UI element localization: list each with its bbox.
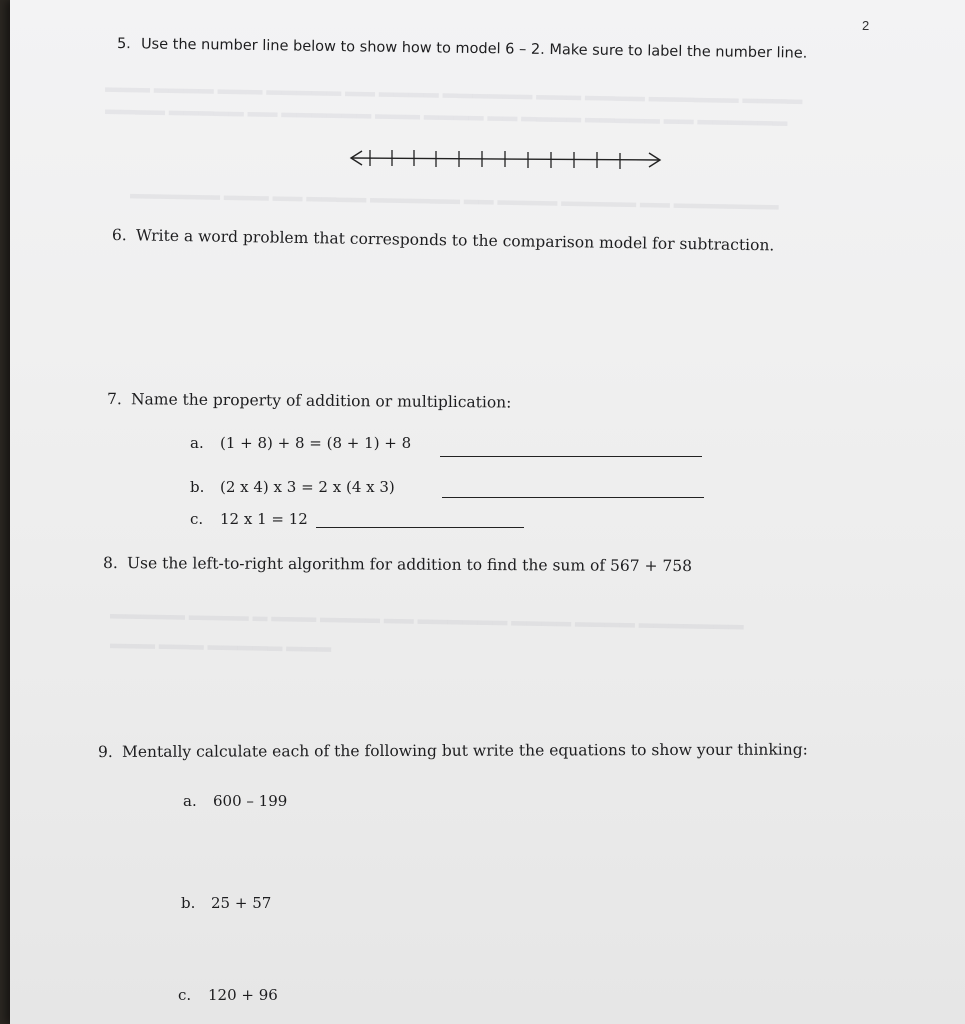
bleed-through-text: ▬▬▬ ▬▬▬ ▬▬▬▬▬ ▬▬▬ — [109, 636, 332, 656]
question-9c — [178, 986, 278, 1004]
question-text: Use the number line below to show how to model 6 – 2. Make sure to label the number line. — [140, 36, 808, 62]
item-label: c. — [178, 986, 192, 1004]
answer-line-7b[interactable] — [442, 497, 704, 498]
question-number: 9. — [97, 742, 113, 761]
item-expression: 25 + 57 — [211, 894, 272, 912]
question-7a — [190, 434, 411, 452]
question-7c — [190, 510, 308, 528]
question-5 — [117, 36, 808, 62]
item-label: b. — [190, 478, 205, 496]
question-text: Write a word problem that corresponds to the comparison model for subtraction. — [135, 226, 775, 255]
bleed-through-text: ▬▬▬▬▬▬ ▬▬▬ ▬▬ ▬▬▬▬ ▬▬▬▬▬▬ ▬▬ ▬▬▬▬ ▬▬▬▬▬ ▬▬ ▬▬▬▬▬▬▬ — [129, 186, 779, 214]
item-expression: 120 + 96 — [208, 986, 278, 1004]
item-label: a. — [183, 792, 197, 810]
item-label: a. — [190, 434, 204, 452]
item-expression: 12 x 1 = 12 — [220, 510, 308, 528]
question-number: 7. — [106, 390, 122, 409]
question-text: Use the left-to-right algorithm for addition to find the sum of 567 + 758 — [126, 554, 693, 576]
number-line[interactable] — [348, 143, 668, 173]
item-label: c. — [190, 510, 204, 528]
question-text: Name the property of addition or multiplication: — [130, 390, 512, 412]
bleed-through-text: ▬▬▬ ▬▬▬▬ ▬▬▬ ▬▬▬▬▬ ▬▬ ▬▬▬▬ ▬▬▬▬▬▬ ▬▬▬ ▬▬▬▬ ▬▬▬▬▬▬ ▬▬▬▬ — [104, 79, 803, 109]
page-number: 2 — [862, 18, 870, 33]
item-expression: (1 + 8) + 8 = (8 + 1) + 8 — [220, 434, 412, 452]
question-9b — [181, 894, 271, 912]
question-number: 5. — [116, 36, 131, 53]
question-number: 8. — [102, 554, 118, 573]
bleed-through-text: ▬▬▬▬▬ ▬▬▬▬ ▬ ▬▬▬ ▬▬▬▬ ▬▬ ▬▬▬▬▬▬ ▬▬▬▬ ▬▬▬▬ ▬▬▬▬▬▬▬ — [109, 606, 744, 634]
question-7 — [107, 390, 512, 412]
answer-line-7a[interactable] — [440, 456, 702, 457]
question-6 — [112, 226, 775, 254]
question-9 — [98, 741, 808, 761]
answer-line-7c[interactable] — [316, 527, 524, 528]
question-9a — [183, 792, 287, 810]
question-text: Mentally calculate each of the following but write the equations to show your thinking: — [121, 740, 808, 761]
question-7b — [190, 478, 395, 496]
bleed-through-text: ▬▬▬▬ ▬▬▬▬▬ ▬▬ ▬▬▬▬▬▬ ▬▬▬ ▬▬▬▬ ▬▬ ▬▬▬▬ ▬▬▬▬▬ ▬▬ ▬▬▬▬▬▬ — [104, 102, 788, 130]
question-number: 6. — [111, 226, 127, 245]
item-label: b. — [181, 894, 196, 912]
worksheet-page — [10, 0, 965, 1024]
question-8 — [103, 554, 692, 575]
item-expression: 600 – 199 — [213, 792, 288, 810]
item-expression: (2 x 4) x 3 = 2 x (4 x 3) — [220, 478, 395, 496]
